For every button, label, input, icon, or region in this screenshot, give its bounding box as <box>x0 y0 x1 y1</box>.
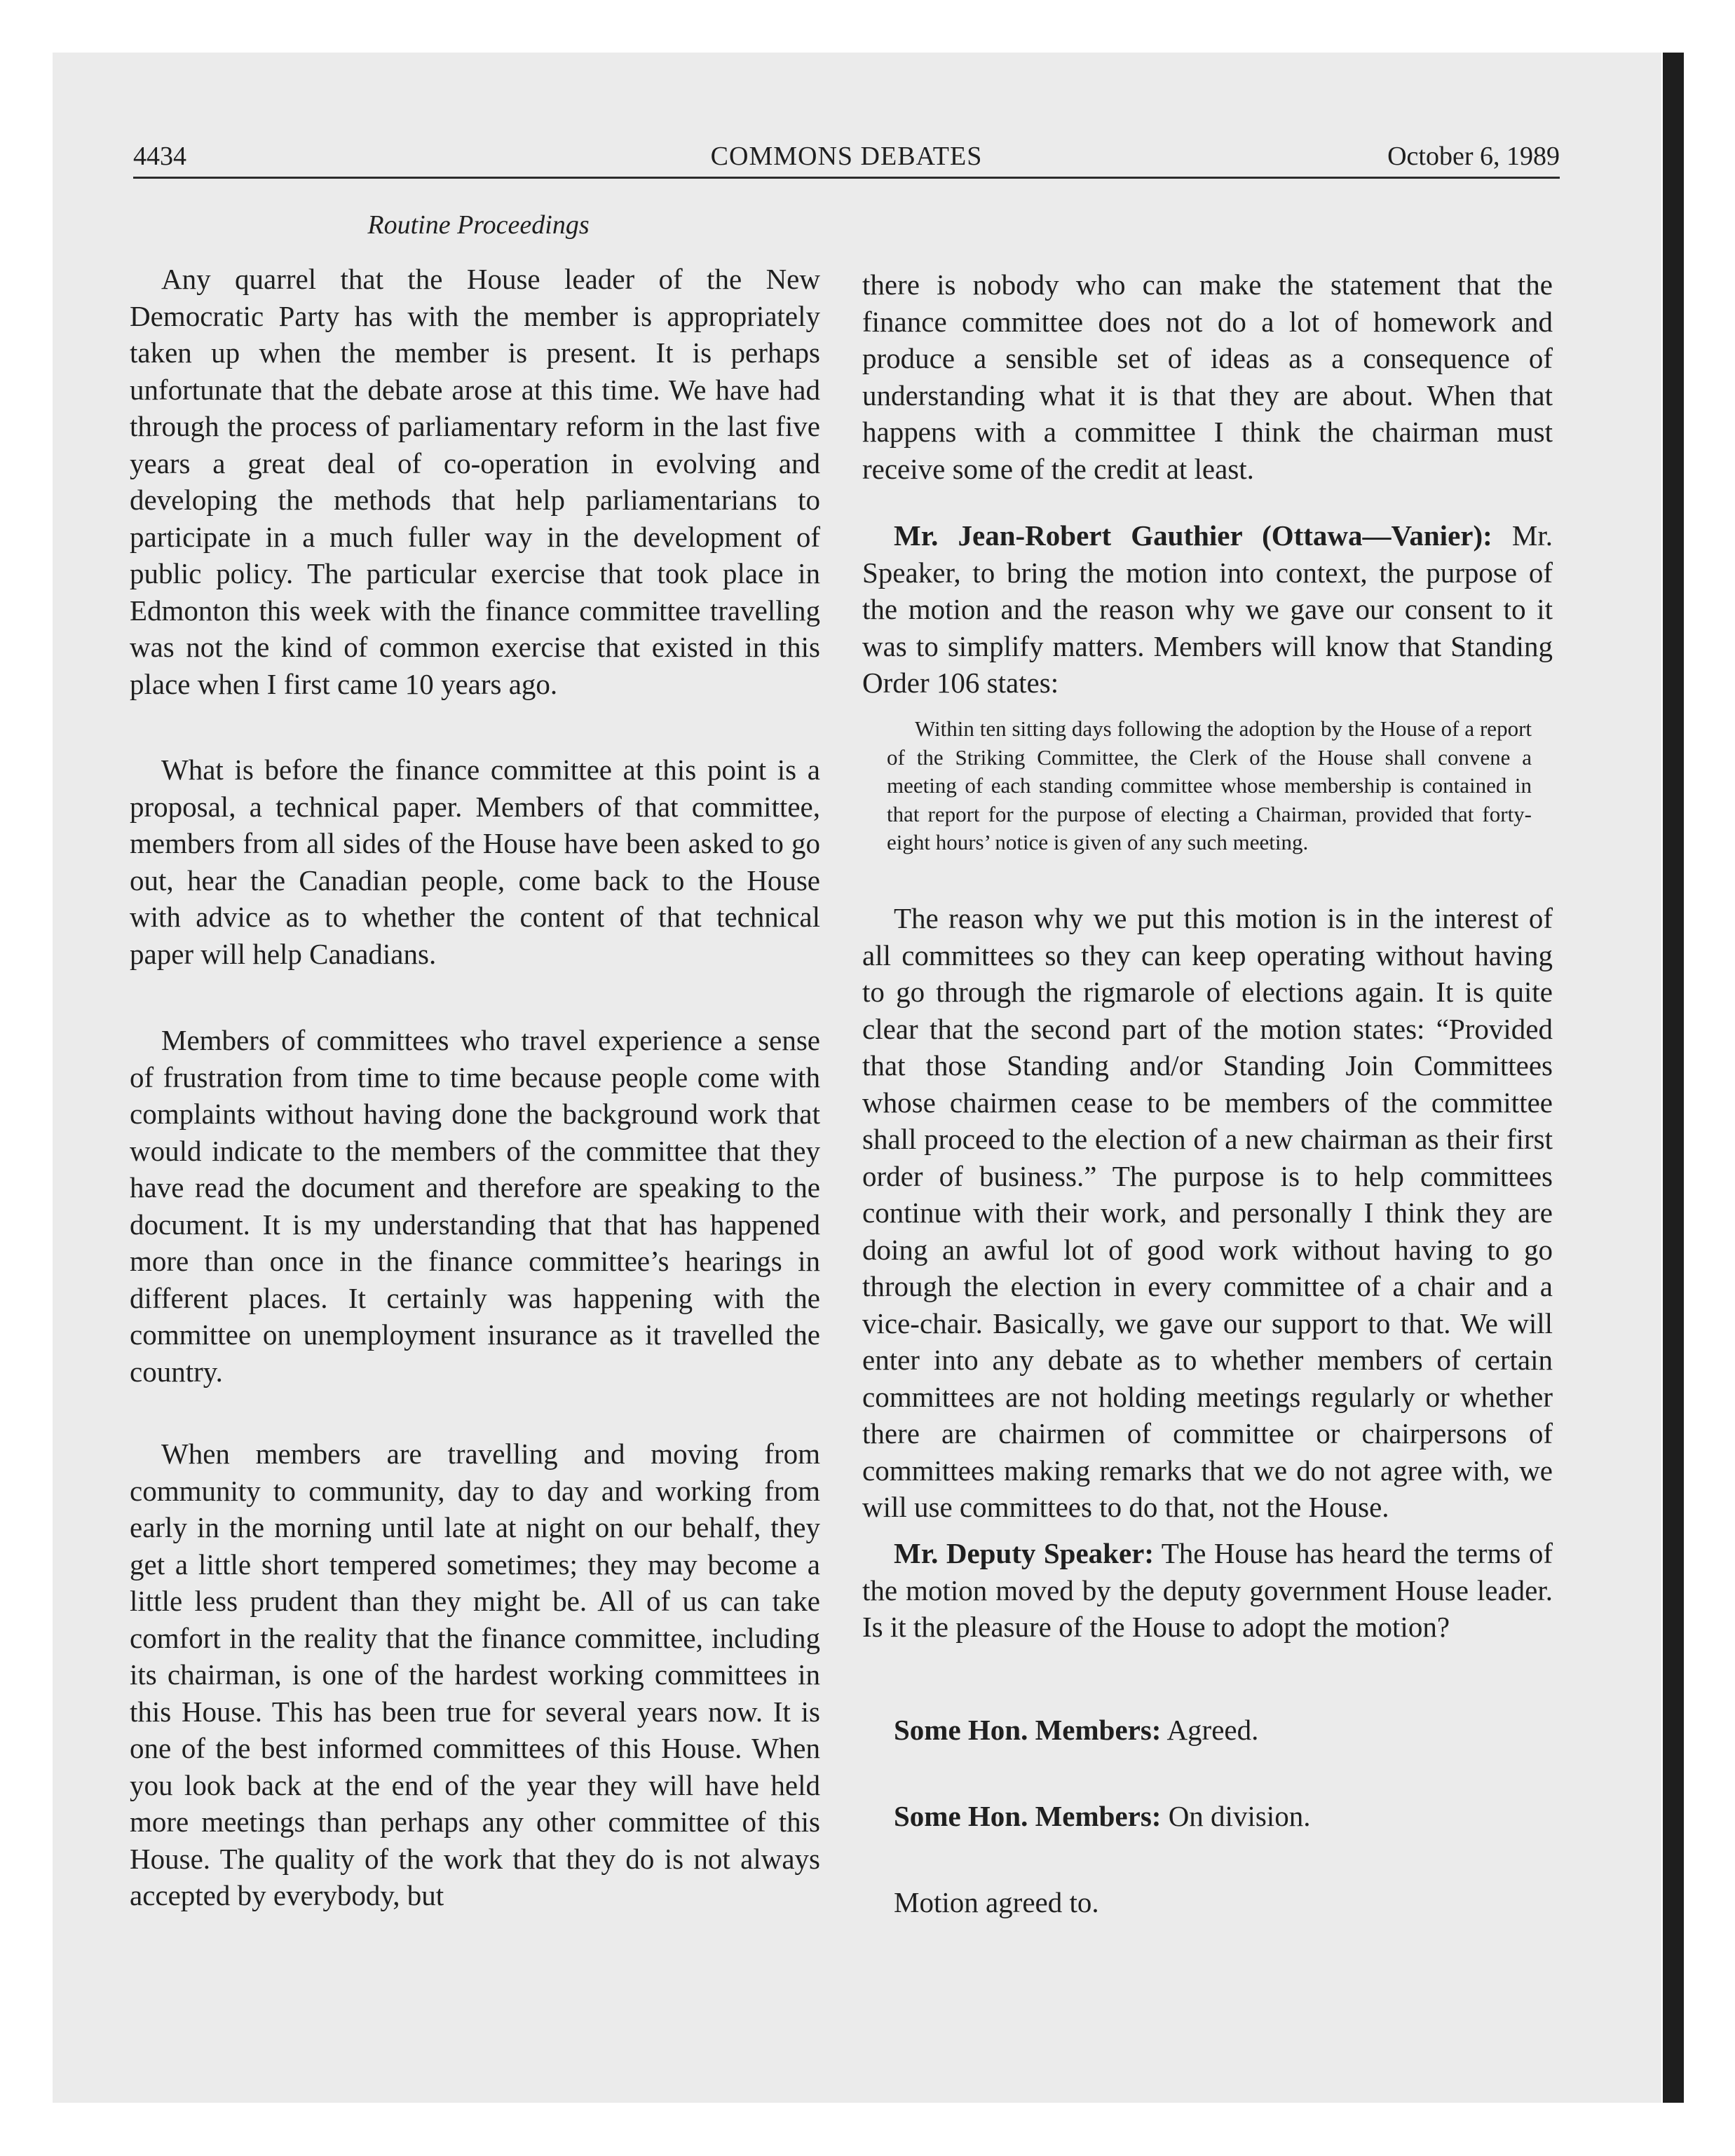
speaker-name: Mr. Deputy Speaker: <box>894 1537 1155 1569</box>
standing-order-quote: Within ten sitting days following the adoption by the House of a report of the Striking Committee, the Clerk of the House shall convene a meeting of each standing committee whose membership is contained in that report for the purpose of electing a Chairman, provided that forty-eight hours’ notice is given of any such meeting. <box>887 716 1532 854</box>
speech-text: Agreed. <box>1161 1714 1259 1746</box>
members-division <box>862 1798 1553 1835</box>
page-header <box>133 139 1560 174</box>
page-number: 4434 <box>133 142 186 171</box>
speech-text: The House has heard the terms of the motion moved by the deputy government House leader. Is it the pleasure of the House to adopt the motion? <box>862 1537 1553 1643</box>
publication-title: COMMONS DEBATES <box>710 142 983 171</box>
paragraph-text: Any quarrel that the House leader of the New Democratic Party has with the member is appropriately taken up when the member is present. It is perhaps unfortunate that the debate arose at this time. We have had through the process of parliamentary reform in the last five years a great deal of co-operation in evolving and developing the methods that help parliamentarians to participate in a much fuller way in the development of public policy. The particular exercise that took place in Edmonton this week with the finance committee travelling was not the kind of common exercise that existed in this place when I first came 10 years ago. <box>130 263 820 700</box>
speaker-name: Some Hon. Members: <box>894 1714 1162 1746</box>
left-paragraph-3 <box>130 1022 820 1390</box>
deputy-speaker-speech <box>862 1535 1553 1646</box>
speech-text: Mr. Speaker, to bring the motion into context, the purpose of the motion and the reason why we gave our consent to it was to simplify matters. Members will know that Standing Order 106 states: <box>862 519 1553 699</box>
motion-result <box>862 1884 1553 1921</box>
speaker-name: Some Hon. Members: <box>894 1800 1162 1832</box>
publication-date: October 6, 1989 <box>1387 142 1560 171</box>
paragraph-text: Members of committees who travel experience a sense of frustration from time to time because people come with complaints without having done the background work that would indicate to the members of the committee that they have read the document and therefore are speaking to the document. It is my understanding that that has happened more than once in the finance committee’s hearings in different places. It certainly was happening with the committee on unemployment insurance as it travelled the country. <box>130 1024 820 1388</box>
paragraph-text: The reason why we put this motion is in the interest of all committees so they can keep operating without having to go through the rigmarole of elections again. It is quite clear that the second part of the motion states: “Provided that those Standing and/or Standing Join Committees whose chairmen cease to be members of the committee shall proceed to the election of a new chairman as their first order of business.” The purpose is to help committees continue with their work, and personally I think they are doing an awful lot of good work without having to go through the election in every committee of a chair and a vice-chair. Basically, we gave our support to that. We will enter into any debate as to whether members of certain committees are not holding meetings regularly or whether there are chairmen of committee or chairpersons of committees making remarks that we do not agree with, we will use committees to do that, not the House. <box>862 902 1553 1523</box>
gauthier-speech <box>862 517 1553 702</box>
speech-text: On division. <box>1161 1800 1311 1832</box>
header-rule <box>133 177 1560 179</box>
paragraph-text: Motion agreed to. <box>894 1886 1099 1918</box>
right-continuation <box>862 266 1553 487</box>
paragraph-text: When members are travelling and moving from community to community, day to day and working from early in the morning until late at night on our behalf, they get a little short tempered sometimes; they may become a little less prudent than they might be. All of us can take comfort in the reality that the finance committee, including its chairman, is one of the hardest working committees in this House. This has been true for several years now. It is one of the best informed committees of this House. When you look back at the end of the year they will have held more meetings than perhaps any other committee of this House. The quality of the work that they do is not always accepted by everybody, but <box>130 1438 820 1911</box>
reason-paragraph <box>862 900 1553 1526</box>
binding-edge <box>1663 53 1684 2103</box>
speaker-name: Mr. Jean-Robert Gauthier (Ottawa—Vanier): <box>894 519 1492 552</box>
members-agreed <box>862 1712 1553 1749</box>
paragraph-text: What is before the finance committee at this point is a proposal, a technical paper. Members of that committee, members from all sides of the House have been asked to go out, hear the Canadian people, come back to the House with advice as to whether the content of that technical paper will help Canadians. <box>130 753 820 970</box>
section-title: Routine Proceedings <box>367 210 590 240</box>
left-paragraph-1 <box>130 261 820 702</box>
left-paragraph-4 <box>130 1435 820 1914</box>
left-paragraph-2 <box>130 751 820 972</box>
paragraph-text: there is nobody who can make the statement that the finance committee does not do a lot of homework and produce a sensible set of ideas as a consequence of understanding what it is that they are about. When that happens with a committee I think the chairman must receive some of the credit at least. <box>862 268 1553 485</box>
